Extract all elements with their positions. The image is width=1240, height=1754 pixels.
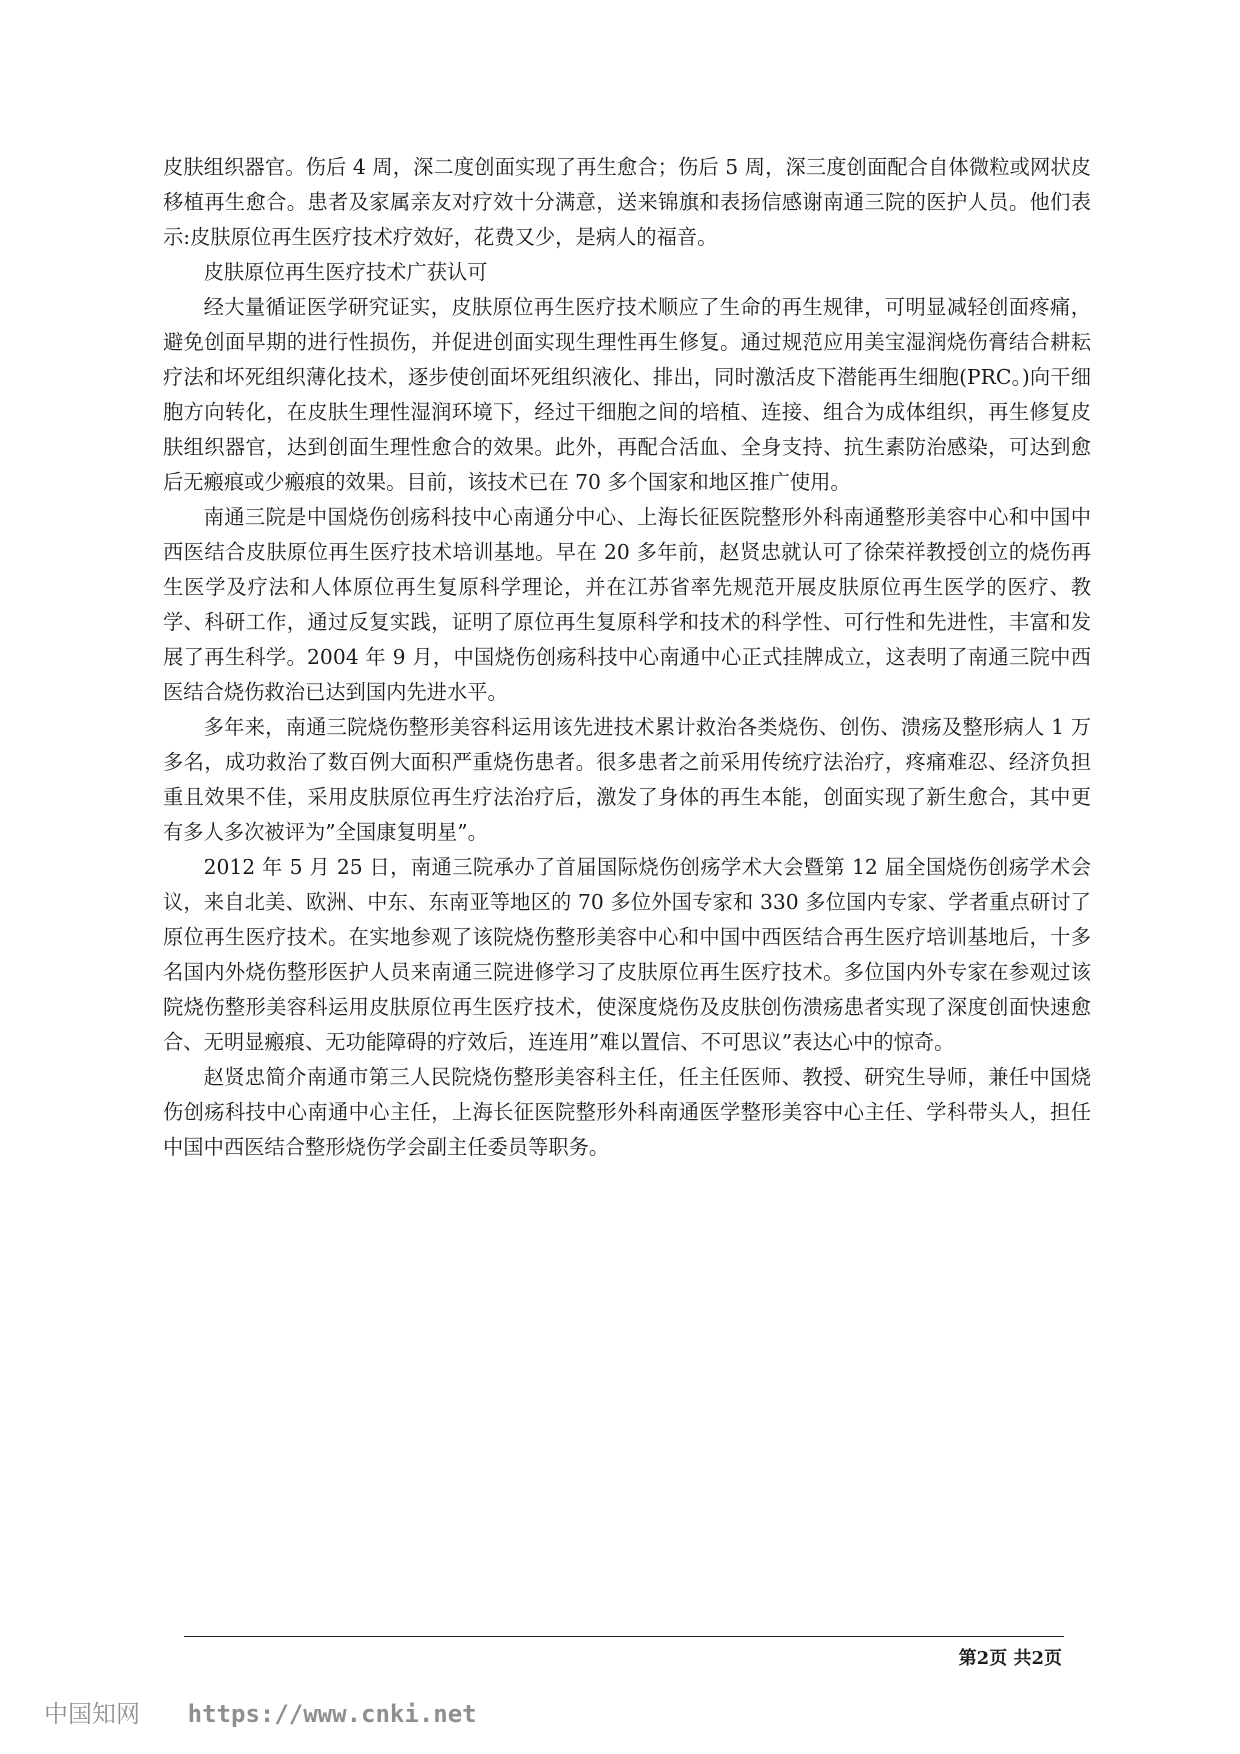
paragraph: 多年来，南通三院烧伤整形美容科运用该先进技术累计救治各类烧伤、创伤、溃疡及整形病人 1 万多名，成功救治了数百例大面积严重烧伤患者。很多患者之前采用传统疗法治疗，疼痛难忍、经济负担重且效果不佳，采用皮肤原位再生疗法治疗后，激发了身体的再生本能，创面实现了新生愈合，其中更有多人多次被评为”全国康复明星”。 bbox=[163, 715, 1091, 844]
watermark-url[interactable]: https://www.cnki.net bbox=[187, 1700, 477, 1728]
paragraph: 赵贤忠简介南通市第三人民院烧伤整形美容科主任，任主任医师、教授、研究生导师，兼任中国烧伤创疡科技中心南通中心主任，上海长征医院整形外科南通医学整形美容中心主任、学科带头人，担任中国中西医结合整形烧伤学会副主任委员等职务。 bbox=[163, 1065, 1091, 1159]
page-number: 第2页 共2页 bbox=[958, 1648, 1062, 1669]
article-body bbox=[163, 150, 1091, 1165]
footer-divider bbox=[184, 1636, 1064, 1637]
section-heading: 皮肤原位再生医疗技术广获认可 bbox=[203, 260, 488, 284]
paragraph: 南通三院是中国烧伤创疡科技中心南通分中心、上海长征医院整形外科南通整形美容中心和中国中西医结合皮肤原位再生医疗技术培训基地。早在 20 多年前，赵贤忠就认可了徐荣祥教授创立的烧伤再生医学及疗法和人体原位再生复原科学理论，并在江苏省率先规范开展皮肤原位再生医学的医疗、教学、科研工作，通过反复实践，证明了原位再生复原科学和技术的科学性、可行性和先进性，丰富和发展了再生科学。2004 年 9 月，中国烧伤创疡科技中心南通中心正式挂牌成立，这表明了南通三院中西医结合烧伤救治已达到国内先进水平。 bbox=[163, 505, 1091, 704]
paragraph: 经大量循证医学研究证实，皮肤原位再生医疗技术顺应了生命的再生规律，可明显减轻创面疼痛，避免创面早期的进行性损伤，并促进创面实现生理性再生修复。通过规范应用美宝湿润烧伤膏结合耕耘疗法和坏死组织薄化技术，逐步使创面坏死组织液化、排出，同时激活皮下潜能再生细胞(PRC。)向干细胞方向转化，在皮肤生理性湿润环境下，经过干细胞之间的培植、连接、组合为成体组织，再生修复皮肤组织器官，达到创面生理性愈合的效果。此外，再配合活血、全身支持、抗生素防治感染，可达到愈后无瘢痕或少瘢痕的效果。目前，该技术已在 70 多个国家和地区推广使用。 bbox=[163, 295, 1091, 494]
paragraph: 2012 年 5 月 25 日，南通三院承办了首届国际烧伤创疡学术大会暨第 12 届全国烧伤创疡学术会议，来自北美、欧洲、中东、东南亚等地区的 70 多位外国专家和 330 多位国内专家、学者重点研讨了原位再生医疗技术。在实地参观了该院烧伤整形美容中心和中国中西医结合再生医疗培训基地后，十多名国内外烧伤整形医护人员来南通三院进修学习了皮肤原位再生医疗技术。多位国内外专家在参观过该院烧伤整形美容科运用皮肤原位再生医疗技术，使深度烧伤及皮肤创伤溃疡患者实现了深度创面快速愈合、无明显瘢痕、无功能障碍的疗效后，连连用”难以置信、不可思议”表达心中的惊奇。 bbox=[163, 855, 1091, 1054]
cnki-watermark bbox=[44, 1694, 477, 1729]
watermark-brand: 中国知网 bbox=[44, 1700, 140, 1728]
paragraph-continued: 皮肤组织器官。伤后 4 周，深二度创面实现了再生愈合；伤后 5 周，深三度创面配合自体微粒或网状皮移植再生愈合。患者及家属亲友对疗效十分满意，送来锦旗和表扬信感谢南通三院的医护人员。他们表示:皮肤原位再生医疗技术疗效好，花费又少，是病人的福音。 bbox=[163, 155, 1091, 249]
